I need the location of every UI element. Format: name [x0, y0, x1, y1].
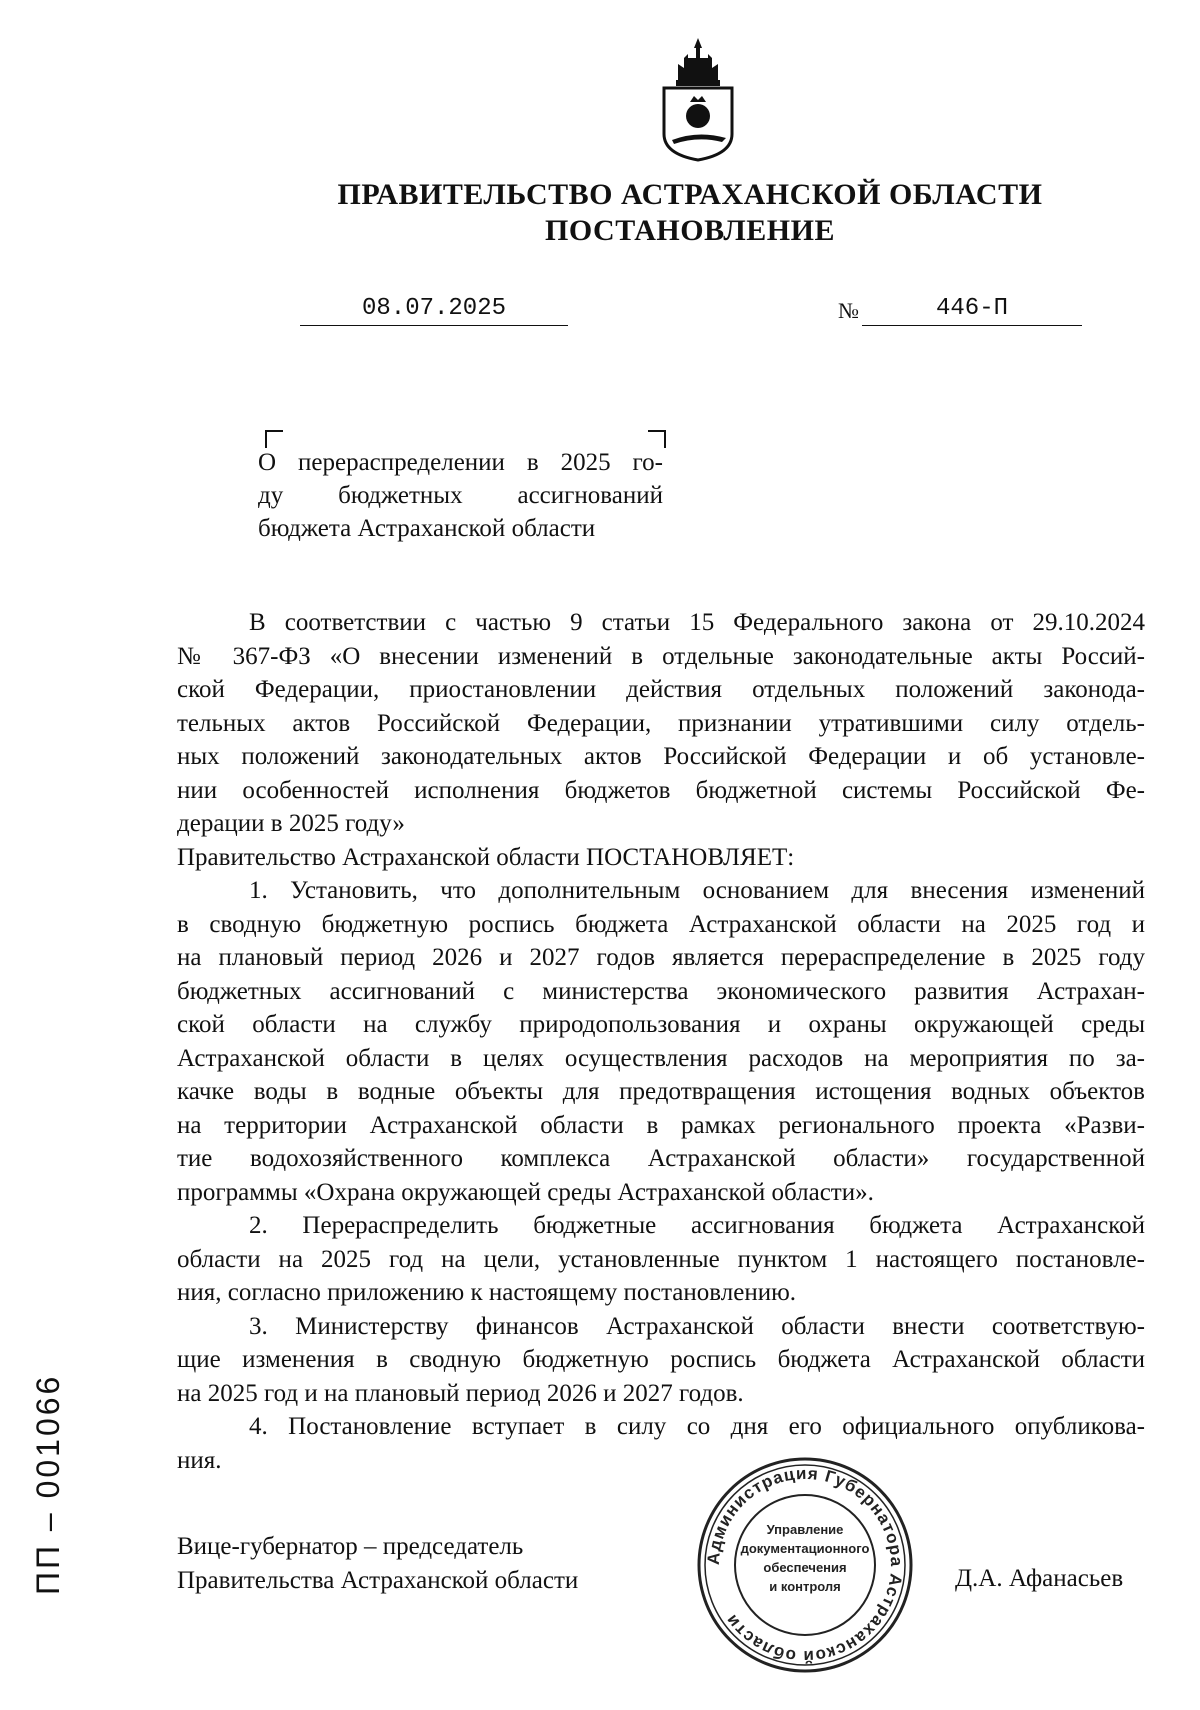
body-line: Правительство Астраханской области ПОСТАНОВЛЯЕТ:	[177, 843, 795, 871]
stamp-inner-text	[740, 1520, 870, 1596]
body-line: качке воды в водные объекты для предотвращения истощения водных объектов	[177, 1078, 1145, 1105]
stamp-inner-line: и контроля	[769, 1579, 841, 1594]
body-line: нии особенностей исполнения бюджетов бюджетной системы Российской Фе-	[177, 776, 1145, 804]
body-line: тие водохозяйственного комплекса Астраханской области» государственной	[177, 1145, 1145, 1172]
number-label: №	[838, 298, 859, 323]
document-date: 08.07.2025	[300, 295, 568, 326]
document-type-title: ПОСТАНОВЛЕНИЕ	[545, 214, 835, 247]
body-line: № 367-ФЗ «О внесении изменений в отдельные законодательные акты Россий-	[177, 642, 1145, 670]
body-line: области на 2025 год на цели, установленные пунктом 1 настоящего постановле-	[177, 1245, 1145, 1273]
body-line: В соответствии с частью 9 статьи 15 Федерального закона от 29.10.2024	[249, 609, 1145, 636]
subject-line: О перераспределении в 2025 го-	[258, 449, 663, 476]
stamp-inner-line: документационного	[740, 1541, 870, 1556]
body-line: щие изменения в сводную бюджетную роспись бюджета Астраханской области	[177, 1346, 1145, 1373]
body-line: 4. Постановление вступает в силу со дня его официального опубликова-	[249, 1413, 1145, 1440]
body-line: ния.	[177, 1446, 222, 1474]
signatory-title-line: Вице-губернатор – председатель	[177, 1533, 524, 1560]
organization-title: ПРАВИТЕЛЬСТВО АСТРАХАНСКОЙ ОБЛАСТИ	[337, 178, 1043, 211]
body-line: ных положений законодательных актов Российской Федерации и об установле-	[177, 743, 1145, 770]
body-line: на 2025 год и на плановый период 2026 и 2027 годов.	[177, 1379, 744, 1407]
signatory-title	[177, 1530, 578, 1598]
stamp-inner-line: обеспечения	[763, 1560, 847, 1575]
body-line: ния, согласно приложению к настоящему постановлению.	[177, 1279, 797, 1306]
body-line: 3. Министерству финансов Астраханской области внести соответствую-	[249, 1312, 1145, 1340]
body-line: бюджетных ассигнований с министерства экономического развития Астрахан-	[177, 977, 1145, 1005]
body-line: ской Федерации, приостановлении действия отдельных положений законода-	[177, 676, 1145, 703]
body-line: тельных актов Российской Федерации, признании утратившими силу отдель-	[177, 709, 1145, 737]
signatory-title-line: Правительства Астраханской области	[177, 1567, 579, 1594]
body-line: на плановый период 2026 и 2027 годов является перераспределение в 2025 году	[177, 944, 1145, 971]
document-subject	[258, 446, 663, 545]
registration-code: ПП – 001066	[30, 1373, 66, 1595]
body-line: программы «Охрана окружающей среды Астраханской области».	[177, 1178, 874, 1206]
body-line: Астраханской области в целях осуществления расходов на мероприятия по за-	[177, 1044, 1145, 1072]
coat-of-arms-icon	[650, 34, 746, 164]
stamp-inner-line: Управление	[766, 1522, 844, 1537]
subject-line: ду бюджетных ассигнований	[258, 482, 663, 509]
body-line: ской области на службу природопользования и охраны окружающей среды	[177, 1011, 1145, 1038]
document-number: 446-П	[862, 295, 1082, 326]
signatory-name: Д.А. Афанасьев	[955, 1565, 1124, 1592]
subject-line: бюджета Астраханской области	[258, 515, 596, 542]
body-line: 1. Установить, что дополнительным основанием для внесения изменений	[249, 877, 1145, 904]
body-line: в сводную бюджетную роспись бюджета Астраханской области на 2025 год и	[177, 910, 1145, 938]
body-line: на территории Астраханской области в рамках регионального проекта «Разви-	[177, 1111, 1145, 1139]
body-line: 2. Перераспределить бюджетные ассигнования бюджета Астраханской	[249, 1212, 1145, 1239]
document-body	[177, 606, 1145, 1477]
stamp-ring-text: Администрация Губернатора Астраханской области	[703, 1463, 907, 1667]
body-line: дерации в 2025 году»	[177, 810, 405, 837]
